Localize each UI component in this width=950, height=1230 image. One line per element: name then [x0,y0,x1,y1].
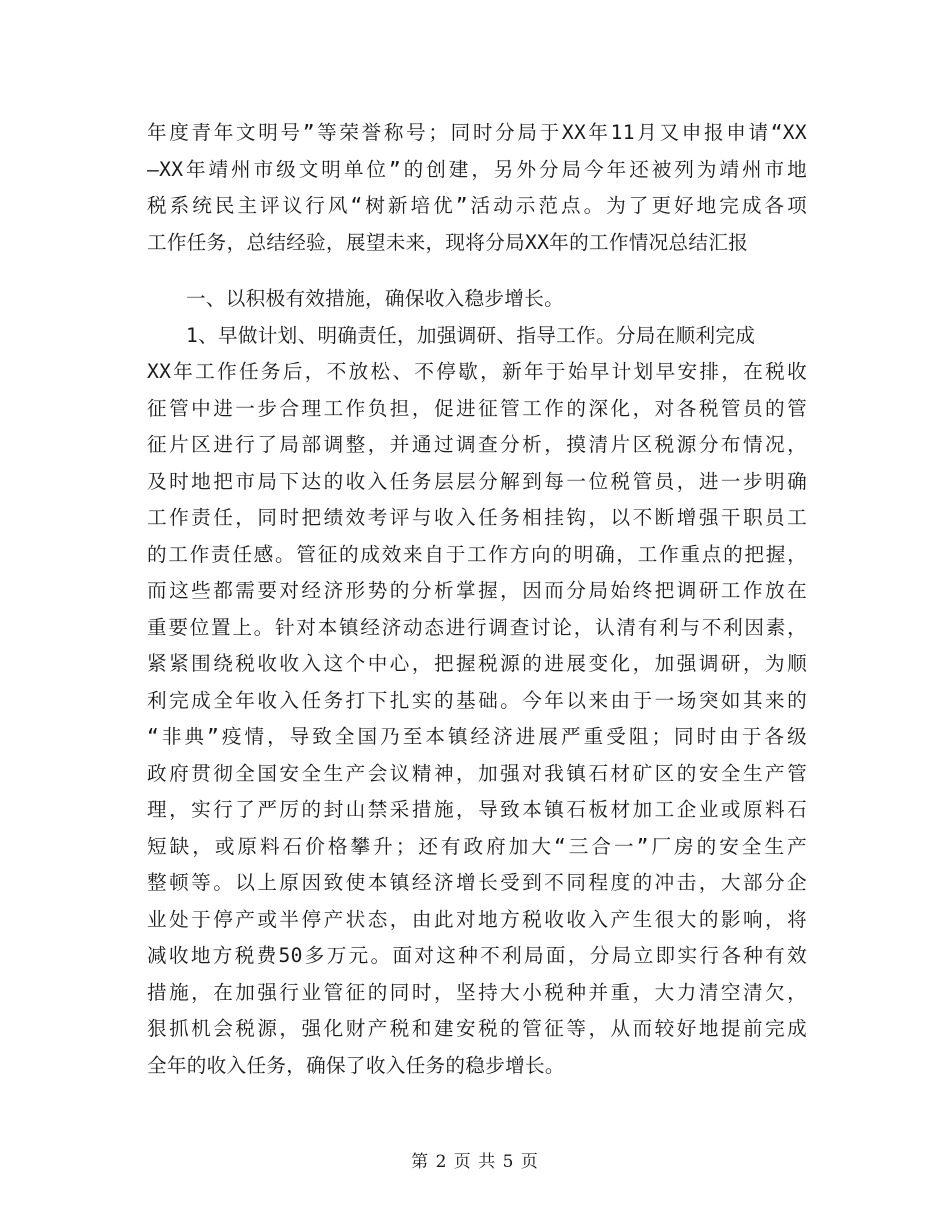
body-line: 狠抓机会税源，强化财产税和建安税的管征等，从而较好地提前完成 [147,1017,807,1040]
body-line: 征管中进一步合理工作负担，促进征管工作的深化，对各税管员的管 [147,396,807,420]
paragraph-gap [147,261,807,281]
intro-line: —XX年靖州市级文明单位”的创建，另外分局今年还被列为靖州市地 [147,157,807,181]
body-line: 征片区进行了局部调整，并通过调查分析，摸清片区税源分布情况， [147,433,807,456]
intro-line: 税系统民主评议行风“树新培优”活动示范点。为了更好地完成各项 [147,194,807,217]
body-line: 利完成全年收入任务打下扎实的基础。今年以来由于一场突如其来的 [147,688,807,712]
body-line: 的工作责任感。管征的成效来自于工作方向的明确，工作重点的把握， [147,542,807,566]
body-line: 措施，在加强行业管征的同时，坚持大小税种并重，大力清空清欠， [147,980,807,1004]
document-body [147,115,807,1084]
body-line: 政府贯彻全国安全生产会议精神，加强对我镇石材矿区的安全生产管 [147,761,807,785]
body-line: 及时地把市局下达的收入任务层层分解到每一位税管员，进一步明确 [147,469,807,493]
intro-line: 年度青年文明号”等荣誉称号；同时分局于XX年11月又申报申请“XX [147,121,807,144]
body-line: XX年工作任务后，不放松、不停歇，新年于始早计划早安排，在税收 [147,360,807,383]
body-line: 整顿等。以上原因致使本镇经济增长受到不同程度的冲击，大部分企 [147,871,807,894]
body-line: 理，实行了严厉的封山禁采措施，导致本镇石板材加工企业或原料石 [147,798,807,821]
page-footer: 第 2 页 共 5 页 [411,1152,539,1172]
body-line: 重要位置上。针对本镇经济动态进行调查讨论，认清有利与不利因素， [147,615,807,639]
body-line: 紧紧围绕税收收入这个中心，把握税源的进展变化，加强调研，为顺 [147,652,807,675]
intro-line: 工作任务，总结经验，展望未来，现将分局XX年的工作情况总结汇报 [147,230,749,254]
body-line: 业处于停产或半停产状态，由此对地方税收收入产生很大的影响，将 [147,907,807,931]
body-line: 短缺，或原料石价格攀升；还有政府加大“三合一”厂房的安全生产 [147,834,807,858]
body-line: 1、早做计划、明确责任，加强调研、指导工作。分局在顺利完成 [186,323,756,347]
body-line: 减收地方税费50多万元。面对这种不利局面，分局立即实行各种有效 [147,944,807,967]
body-line: 而这些都需要对经济形势的分析掌握，因而分局始终把调研工作放在 [147,579,807,602]
body-line: “非典”疫情，导致全国乃至本镇经济进展严重受阻；同时由于各级 [147,725,807,748]
body-line: 全年的收入任务，确保了收入任务的稳步增长。 [147,1053,565,1077]
body-line: 工作责任，同时把绩效考评与收入任务相挂钩，以不断增强干职员工 [147,506,807,529]
section-heading: 一、以积极有效措施，确保收入稳步增长。 [186,287,564,310]
